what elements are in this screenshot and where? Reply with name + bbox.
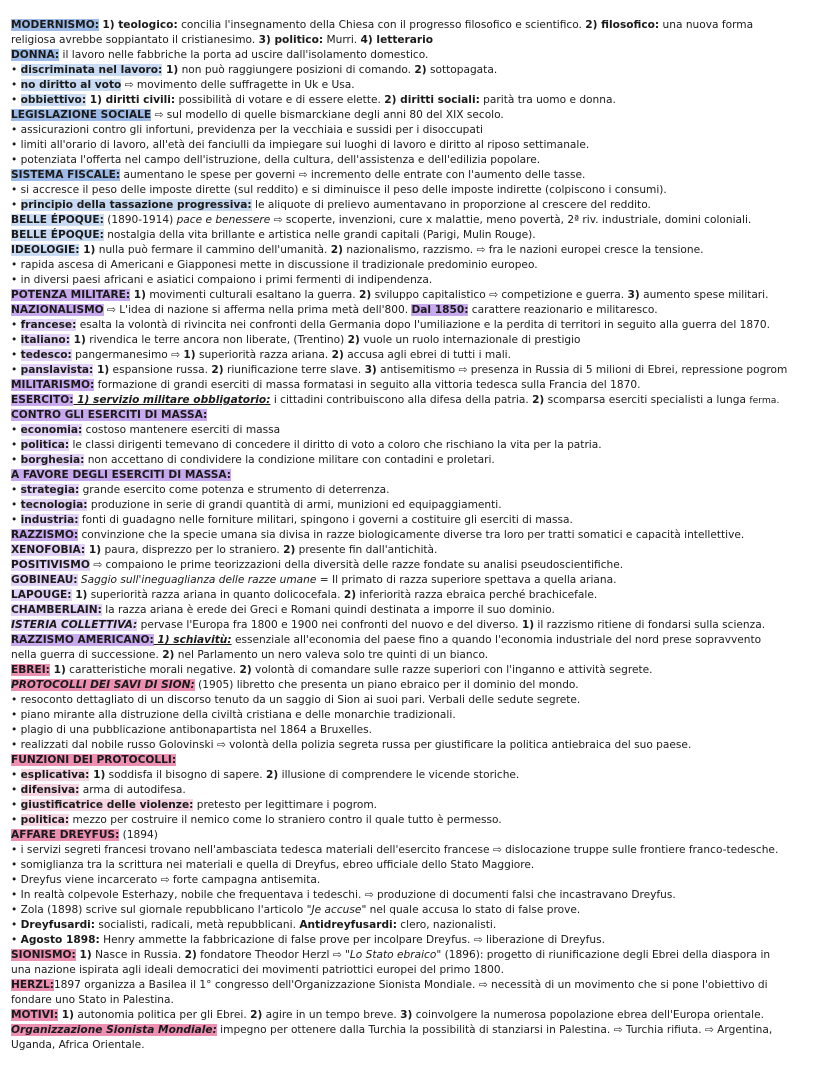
- num-label: 2) diritti sociali:: [384, 94, 480, 106]
- text: potenziata l'offerta nel campo dell'istruzione, della cultura, dell'assistenza e dell'edilizia popolare.: [20, 154, 541, 166]
- num-label: 1): [85, 544, 102, 556]
- heading-lapouge: LAPOUGE:: [11, 589, 72, 601]
- bullet-item: [11, 933, 817, 948]
- num-label: 2): [162, 649, 175, 661]
- num-label: 1): [93, 364, 110, 376]
- subheading: discriminata nel lavoro:: [20, 64, 163, 76]
- num-label: 1): [521, 619, 535, 631]
- bullet-item: [11, 423, 817, 438]
- text: coinvolgere la numerosa popolazione ebrea dell'Europa orientale.: [412, 1009, 764, 1021]
- text: fondare uno Stato in Palestina.: [11, 994, 174, 1006]
- text: il lavoro nelle fabbriche la porta ad uscire dall'isolamento domestico.: [59, 49, 429, 61]
- bullet-item: [11, 888, 817, 903]
- bullet-item: [11, 513, 817, 528]
- text: fondatore Theodor Herzl ⇨ ": [196, 949, 350, 961]
- line-positivismo: [11, 558, 817, 573]
- text: Je accuse: [311, 904, 362, 916]
- line-organizzazione: [11, 1023, 817, 1038]
- num-label: 2): [347, 334, 360, 346]
- num-label: 2): [330, 244, 343, 256]
- subheading: no diritto al voto: [20, 79, 122, 91]
- text: paura, disprezzo per lo straniero.: [101, 544, 284, 556]
- line-xenofobia: [11, 543, 817, 558]
- heading-contro-eserciti: CONTRO GLI ESERCITI DI MASSA:: [11, 409, 208, 421]
- bullet-item: [11, 843, 817, 858]
- text: i servizi segreti francesi trovano nell'ambasciata tedesca materiali dell'esercito francese ⇨ dislocazione truppe sulle frontiere franco-tedesche.: [20, 844, 779, 856]
- heading-potenza-militare: POTENZA MILITARE:: [11, 289, 131, 301]
- heading-donna: DONNA:: [11, 49, 60, 61]
- line-dreyfus: [11, 828, 817, 843]
- bullet-item: [11, 183, 817, 198]
- subheading: tecnologia:: [20, 499, 88, 511]
- num-label: 2): [266, 769, 279, 781]
- text: ⇨ movimento delle suffragette in Uk e Usa.: [121, 79, 355, 91]
- subheading: difensiva:: [20, 784, 80, 796]
- line-razzismo-americano: [11, 633, 817, 648]
- text: piano mirante alla distruzione della civiltà cristiana e delle monarchie tradizionali.: [20, 709, 456, 721]
- num-label: 3): [627, 289, 640, 301]
- text: clero, nazionalisti.: [396, 919, 497, 931]
- text: non accettano di condividere la condizione militare con contadini e proletari.: [84, 454, 495, 466]
- line-nazionalismo: [11, 303, 817, 318]
- bullet-item: [11, 858, 817, 873]
- heading-motivi: MOTIVI:: [11, 1009, 59, 1021]
- num-label: 3): [400, 1009, 413, 1021]
- num-label: 1) diritti civili:: [86, 94, 176, 106]
- text: = Il primato di razza superiore spettava a quella ariana.: [316, 574, 617, 586]
- text: impegno per ottenere dalla Turchia la possibilità di stanziarsi in Palestina. ⇨ Turchia rifiuta. ⇨ Argentina,: [216, 1024, 773, 1036]
- heading-ebrei: EBREI:: [11, 664, 50, 676]
- bullet-item: [11, 153, 817, 168]
- subheading: obbiettivo:: [20, 94, 87, 106]
- bullet-item: [11, 453, 817, 468]
- subheading: esplicativa:: [20, 769, 90, 781]
- text: soddisfa il bisogno di sapere.: [105, 769, 267, 781]
- heading-isteria-collettiva: ISTERIA COLLETTIVA:: [11, 619, 138, 631]
- bullet-item: [11, 783, 817, 798]
- text: ⇨ compaiono le prime teorizzazioni della diversità delle razze fondate su analisi pseudoscientifiche.: [89, 559, 624, 571]
- text: mezzo per costruire il nemico come lo straniero contro il quale tutto è permesso.: [69, 814, 502, 826]
- line: [11, 648, 817, 663]
- text: parità tra uomo e donna.: [479, 94, 616, 106]
- line-razzismo: [11, 528, 817, 543]
- text: una nazione ispirata agli ideali democratici dei movimenti patriottici europei del primo 1800.: [11, 964, 504, 976]
- line-modernismo: [11, 18, 817, 33]
- heading-positivismo: POSITIVISMO: [11, 559, 90, 571]
- num-label: 1): [69, 334, 86, 346]
- bullet-item: [11, 333, 817, 348]
- heading-sionismo: SIONISMO:: [11, 949, 76, 961]
- text: " nel quale accusa lo stato di false prove.: [361, 904, 581, 916]
- text: pervase l'Europa fra 1800 e 1900 nei confronti del nuovo e del diverso.: [137, 619, 522, 631]
- num-label: 2): [359, 289, 372, 301]
- text: (1890-1914): [103, 214, 177, 226]
- line: [11, 993, 817, 1008]
- num-label: 4) letterario: [360, 34, 434, 46]
- num-label: 1): [58, 1009, 74, 1021]
- text: plagio di una pubblicazione antibonapartista nel 1864 a Bruxelles.: [20, 724, 373, 736]
- text: limiti all'orario di lavoro, all'età dei fanciulli da impiegare sui luoghi di lavoro e diritto al riposo settimanale.: [20, 139, 590, 151]
- bullet-item: [11, 123, 817, 138]
- line-gobineau: [11, 573, 817, 588]
- num-label: 1): [162, 64, 179, 76]
- line: [11, 33, 817, 48]
- num-label: 2) filosofico:: [585, 19, 660, 31]
- num-label: 2): [184, 949, 197, 961]
- text: rapida ascesa di Americani e Giapponesi mette in discussione il tradizionale predominio europeo.: [20, 259, 538, 271]
- text: (1894): [119, 829, 158, 841]
- text: Lo Stato ebraico: [349, 949, 437, 961]
- text: In realtà colpevole Esterhazy, nobile che frequentava i tedeschi. ⇨ produzione di documenti falsi che incastravano Dreyfus.: [20, 889, 676, 901]
- bullet-item: [11, 708, 817, 723]
- text: costoso mantenere eserciti di massa: [82, 424, 281, 436]
- subheading: borghesia:: [20, 454, 85, 466]
- num-label: 3): [364, 364, 377, 376]
- num-label: 2): [211, 364, 224, 376]
- heading-funzioni-protocolli: FUNZIONI DEI PROTOCOLLI:: [11, 754, 177, 766]
- num-label: 2): [343, 589, 357, 601]
- text: aumentano le spese per governi ⇨ incremento delle entrate con l'aumento delle tasse.: [120, 169, 586, 181]
- line-belle-epoque: [11, 213, 817, 228]
- bullet-item: [11, 498, 817, 513]
- bullet-item: [11, 138, 817, 153]
- line-protocolli: [11, 678, 817, 693]
- text: nazionalismo, razzismo. ⇨ fra le nazioni europei cresce la tensione.: [342, 244, 704, 256]
- line: [11, 963, 817, 978]
- text: caratteristiche morali negative.: [65, 664, 240, 676]
- text: nel Parlamento un nero valeva solo tre quinti di un bianco.: [174, 649, 489, 661]
- text: pangermanesimo ⇨: [71, 349, 184, 361]
- heading-esercito: ESERCITO:: [11, 394, 74, 406]
- text: rivendica le terre ancora non liberate, (Trentino): [85, 334, 348, 346]
- text: Saggio sull'ineguaglianza delle razze umane: [77, 574, 317, 586]
- line-potenza-militare: [11, 288, 817, 303]
- line: [11, 1038, 817, 1053]
- num-label: 1): [89, 769, 106, 781]
- subheading: Antidreyfusardi:: [299, 919, 397, 931]
- num-label: 1): [75, 949, 92, 961]
- subheading: francese:: [20, 319, 77, 331]
- bullet-item: [11, 318, 817, 333]
- bullet-item: [11, 273, 817, 288]
- subheading: economia:: [20, 424, 83, 436]
- heading-gobineau: GOBINEAU:: [11, 574, 78, 586]
- subheading: giustificatrice delle violenze:: [20, 799, 194, 811]
- text: concilia l'insegnamento della Chiesa con il progresso filosofico e scientifico.: [177, 19, 586, 31]
- text: il razzismo ritiene di fondarsi sulla scienza.: [534, 619, 766, 631]
- bullet-item: [11, 63, 817, 78]
- num-label: 1) servizio militare obbligatorio:: [73, 394, 271, 406]
- line-belle-epoque-2: [11, 228, 817, 243]
- text: le aliquote di prelievo aumentavano in proporzione al crescere del reddito.: [251, 199, 651, 211]
- bullet-item: [11, 348, 817, 363]
- num-label: 2): [250, 1009, 263, 1021]
- num-label: 1) schiavitù:: [153, 634, 232, 646]
- heading-ideologie: IDEOLOGIE:: [11, 244, 80, 256]
- text: si accresce il peso delle imposte dirette (sul reddito) e si diminuisce il peso delle imposte indirette (colpiscono i consumi).: [20, 184, 667, 196]
- num-label: 2): [331, 349, 344, 361]
- text: superiorità razza ariana.: [195, 349, 332, 361]
- subheading: panslavista:: [20, 364, 94, 376]
- heading-herzl: HERZL:: [11, 979, 54, 991]
- bullet-item: [11, 768, 817, 783]
- heading-xenofobia: XENOFOBIA:: [11, 544, 86, 556]
- text: vuole un ruolo internazionale di prestigio: [359, 334, 581, 346]
- text: sottopagata.: [426, 64, 498, 76]
- text: ferma.: [749, 395, 780, 406]
- text: inferiorità razza ebraica perché brachicefale.: [356, 589, 598, 601]
- subheading: Dal 1850:: [411, 304, 469, 316]
- text: Dreyfus viene incarcerato ⇨ forte campagna antisemita.: [20, 874, 321, 886]
- subheading: politica:: [20, 439, 70, 451]
- text: sviluppo capitalistico ⇨ competizione e guerra.: [371, 289, 628, 301]
- subheading: principio della tassazione progressiva:: [20, 199, 252, 211]
- heading-favore-eserciti: A FAVORE DEGLI ESERCITI DI MASSA:: [11, 469, 232, 481]
- text: esalta la volontà di rivincita nei confronti della Germania dopo l'umiliazione e la perdita di territori in seguito alla guerra del 1870.: [76, 319, 770, 331]
- text: una nuova forma: [659, 19, 754, 31]
- subheading: industria:: [20, 514, 79, 526]
- text: 1897 organizza a Basilea il 1° congresso dell'Organizzazione Sionista Mondiale. ⇨ necessità di un movimento che si pone l'obiettivo di: [53, 979, 768, 991]
- text: pretesto per legittimare i pogrom.: [193, 799, 378, 811]
- bullet-item: [11, 903, 817, 918]
- num-label: 1) teologico:: [102, 19, 178, 31]
- num-label: 1): [130, 289, 146, 301]
- line-ideologie: [11, 243, 817, 258]
- text: (1905) libretto che presenta un piano ebraico per il dominio del mondo.: [194, 679, 579, 691]
- num-label: 2): [414, 64, 427, 76]
- text: Henry ammette la fabbricazione di false prove per incolpare Dreyfus. ⇨ liberazione di Dreyfus.: [99, 934, 606, 946]
- num-label: 1): [183, 349, 196, 361]
- num-label: 1): [71, 589, 88, 601]
- heading-protocolli: PROTOCOLLI DEI SAVI DI SION:: [11, 679, 195, 691]
- heading-belle-epoque: BELLE ÉPOQUE:: [11, 229, 104, 241]
- text: aumento spese militari.: [639, 289, 769, 301]
- text: essenziale all'economia del paese fino a quando l'economia industriale del nord prese sopravvento: [231, 634, 762, 646]
- heading-organizzazione-sionista: Organizzazione Sionista Mondiale:: [11, 1024, 217, 1036]
- text: Uganda, Africa Orientale.: [11, 1039, 145, 1051]
- text: presente fin dall'antichità.: [295, 544, 438, 556]
- text: le classi dirigenti temevano di concedere il diritto di voto a coloro che rischiano la vita per la patria.: [69, 439, 602, 451]
- text: fonti di guadagno nelle forniture militari, spingono i governi a costituire gli eserciti di massa.: [78, 514, 573, 526]
- num-label: 1): [49, 664, 66, 676]
- line-ebrei: [11, 663, 817, 678]
- line-herzl: [11, 978, 817, 993]
- bullet-item: [11, 438, 817, 453]
- subheading: Dreyfusardi:: [20, 919, 96, 931]
- text: antisemitismo ⇨ presenza in Russia di 5 milioni di Ebrei, repressione pogrom: [376, 364, 788, 376]
- text: carattere reazionario e militaresco.: [468, 304, 658, 316]
- heading-legislazione-sociale: LEGISLAZIONE SOCIALE: [11, 109, 152, 121]
- text: resoconto dettagliato di un discorso tenuto da un saggio di Sion ai suoi pari. Verbali delle sedute segrete.: [20, 694, 581, 706]
- heading-militarismo: MILITARISMO:: [11, 379, 95, 391]
- text: produzione in serie di grandi quantità di armi, munizioni ed equipaggiamenti.: [87, 499, 502, 511]
- subheading: italiano:: [20, 334, 70, 346]
- text: nostalgia della vita brillante e artistica nelle grandi capitali (Parigi, Mulin Rouge).: [103, 229, 536, 241]
- text: Nasce in Russia.: [91, 949, 185, 961]
- line-sistema-fiscale: [11, 168, 817, 183]
- bullet-item: [11, 198, 817, 213]
- text: somiglianza tra la scrittura nei materiali e quella di Dreyfus, ebreo ufficiale dello Stato Maggiore.: [20, 859, 535, 871]
- heading-sistema-fiscale: SISTEMA FISCALE:: [11, 169, 121, 181]
- text: assicurazioni contro gli infortuni, previdenza per la vecchiaia e sussidi per i disoccupati: [20, 124, 483, 136]
- text: nulla può fermare il cammino dell'umanità.: [95, 244, 331, 256]
- text: volontà di comandare sulle razze superiori con l'inganno e attività segrete.: [251, 664, 653, 676]
- num-label: 2): [532, 394, 545, 406]
- line-sionismo: [11, 948, 817, 963]
- text: espansione russa.: [109, 364, 212, 376]
- num-label: 2): [283, 544, 296, 556]
- text: riunificazione terre slave.: [223, 364, 365, 376]
- bullet-item: [11, 363, 817, 378]
- line-legislazione: [11, 108, 817, 123]
- text: non può raggiungere posizioni di comando.: [178, 64, 415, 76]
- line-lapouge: [11, 588, 817, 603]
- bullet-item: [11, 93, 817, 108]
- text: la razza ariana è erede dei Greci e Romani quindi destinata a imporre il suo dominio.: [101, 604, 555, 616]
- text: socialisti, radicali, metà repubblicani.: [95, 919, 300, 931]
- line-chamberlain: [11, 603, 817, 618]
- text: accusa agli ebrei di tutti i mali.: [343, 349, 511, 361]
- line-favore-eserciti: [11, 468, 817, 483]
- text: Zola (1898) scrive sul giornale repubblicano l'articolo ": [20, 904, 312, 916]
- num-label: 3) politico:: [258, 34, 324, 46]
- bullet-item: [11, 723, 817, 738]
- num-label: 2): [239, 664, 252, 676]
- heading-belle-epoque: BELLE ÉPOQUE:: [11, 214, 104, 226]
- text: ⇨ L'idea di nazione si afferma nella prima metà dell'800.: [103, 304, 412, 316]
- text: formazione di grandi eserciti di massa formatasi in seguito alla vittoria tedesca sulla Francia del 1870.: [94, 379, 641, 391]
- text: pace e benessere: [176, 214, 271, 226]
- text: religiosa avrebbe soppiantato il cristianesimo.: [11, 34, 259, 46]
- text: movimenti culturali esaltano la guerra.: [145, 289, 360, 301]
- text: " (1896): progetto di riunificazione degli Ebrei della diaspora in: [436, 949, 771, 961]
- bullet-item: [11, 483, 817, 498]
- subheading: politica:: [20, 814, 70, 826]
- bullet-item: [11, 693, 817, 708]
- bullet-item: [11, 798, 817, 813]
- text: realizzati dal nobile russo Golovinski ⇨ volontà della polizia segreta russa per giustificare la politica antiebraica del suo paese.: [20, 739, 692, 751]
- text: ⇨ sul modello di quelle bismarckiane degli anni 80 del XIX secolo.: [151, 109, 504, 121]
- bullet-item: [11, 78, 817, 93]
- text: scomparsa eserciti specialisti a lunga: [544, 394, 750, 406]
- heading-affare-dreyfus: AFFARE DREYFUS:: [11, 829, 120, 841]
- line-motivi: [11, 1008, 817, 1023]
- heading-modernismo: MODERNISMO:: [11, 19, 99, 31]
- bullet-item: [11, 813, 817, 828]
- text: agire in un tempo breve.: [262, 1009, 401, 1021]
- heading-nazionalismo: NAZIONALISMO: [11, 304, 104, 316]
- subheading: strategia:: [20, 484, 80, 496]
- text: grande esercito come potenza e strumento di deterrenza.: [79, 484, 390, 496]
- heading-razzismo-americano: RAZZISMO AMERICANO:: [11, 634, 154, 646]
- text: illusione di comprendere le vicende storiche.: [278, 769, 520, 781]
- text: possibilità di votare e di essere elette.: [175, 94, 385, 106]
- text: superiorità razza ariana in quanto dolicocefala.: [87, 589, 344, 601]
- text: autonomia politica per gli Ebrei.: [74, 1009, 251, 1021]
- line-funzioni: [11, 753, 817, 768]
- num-label: 1): [79, 244, 96, 256]
- line-donna: [11, 48, 817, 63]
- text: arma di autodifesa.: [79, 784, 186, 796]
- text: convinzione che la specie umana sia divisa in razze biologicamente diverse tra loro per tratti somatici e capacità intellettive.: [78, 529, 745, 541]
- line-contro-eserciti: [11, 408, 817, 423]
- bullet-item: [11, 258, 817, 273]
- heading-razzismo: RAZZISMO:: [11, 529, 79, 541]
- subheading: tedesco:: [20, 349, 72, 361]
- text: Murri.: [323, 34, 361, 46]
- line-esercito: [11, 393, 817, 408]
- bullet-item: [11, 738, 817, 753]
- heading-chamberlain: CHAMBERLAIN:: [11, 604, 102, 616]
- bullet-item: [11, 918, 817, 933]
- subheading: Agosto 1898:: [20, 934, 100, 946]
- bullet-item: [11, 873, 817, 888]
- line-militarismo: [11, 378, 817, 393]
- text: nella guerra di successione.: [11, 649, 163, 661]
- text: ⇨ scoperte, invenzioni, cure x malattie, meno povertà, 2ª riv. industriale, domini coloniali.: [270, 214, 752, 226]
- text: i cittadini contribuiscono alla difesa della patria.: [270, 394, 533, 406]
- text: in diversi paesi africani e asiatici compaiono i primi fermenti di indipendenza.: [20, 274, 433, 286]
- line-isteria: [11, 618, 817, 633]
